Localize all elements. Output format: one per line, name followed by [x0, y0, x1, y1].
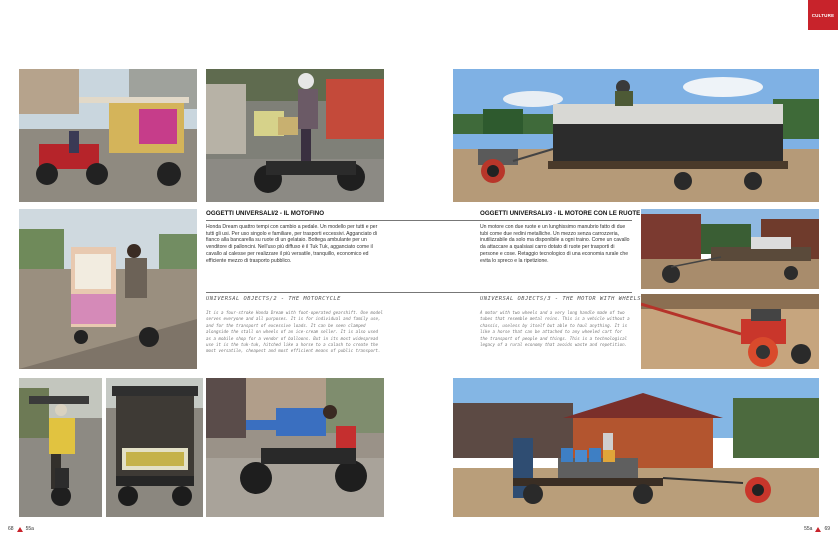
left-article-body-en: It is a four-stroke Honda Dream with foot-operated gearshift. One model serves everyone and all purposes. It is for individual and family use, and for the transport of excessive loads. It can be seen clamped alongside the stall on wheels of an ice-cream seller. It is also used as a mobile shop for a vendor of balloons. But in its most widespread use it is the tuk-tuk, hitched like a horse to a calash to create the most versatile, cheapest and most efficient means of public transport.: [206, 310, 383, 354]
left-article-body-it: Honda Dream quattro tempi con cambio a pedale. Un modello per tutti e per tutti gli usi. Per uso singolo e familiare, per trasporti eccessivi. Agganciato di fianco alla bancarella su ruote di un gelataio. Bottega ambulante per un venditore di palloncini. Nell'uso più diffuso è il Tuk Tuk, agganciato come il cavallo al calesse per realizzare il più versatile, tranquillo, economico ed efficiente mezzo di trasporto pubblico.: [206, 224, 378, 264]
right-article-rule-top: [400, 220, 632, 221]
photo-tractor-cart-village: [641, 209, 819, 289]
page-number-right: 69: [824, 526, 830, 532]
page-number-left: 68: [8, 526, 14, 532]
photo-moped-rider-shopping: [206, 69, 384, 202]
right-article-body-it: Un motore con due ruote e un lunghissimo manubrio fatto di due tubi come due redini metalliche. Un mezzo senza carrozzeria, inutilizzabile da solo ma disponibile a ogni traino. Come un cavallo da attaccare a qualsiasi carro dotato di ruote per trasporti di persone e cose. Retaggio tecnologico di una economia rurale che evita lo spreco e la ripetizione.: [480, 224, 630, 264]
photo-tractor-charcoal-load: [453, 69, 819, 202]
issue-number-left: 55a: [25, 526, 34, 532]
photo-market-tractor: [453, 378, 819, 517]
left-article-heading: OGGETTI UNIVERSALI/2 - IL MOTOFINO: [206, 210, 325, 217]
footer-left: [8, 526, 34, 532]
photo-tuk-tuk-driver: [19, 378, 102, 517]
photo-man-resting-on-motorbike: [206, 378, 384, 517]
right-article-heading: OGGETTI UNIVERSALI/3 - IL MOTORE CON LE RUOTE: [480, 210, 641, 217]
footer-right: [804, 526, 830, 532]
triangle-icon: [17, 527, 23, 532]
photo-tuk-tuk-rear: [106, 378, 203, 517]
right-article-rule-middle: [400, 292, 632, 293]
issue-number-right: 55a: [804, 526, 813, 532]
photo-tuk-tuk-street: [19, 69, 197, 202]
right-article-body-en: A motor with two wheels and a very long handle made of two tubes that resemble metal reins. This is a vehicle without a chassis, useless by itself but able to haul anything. It is like a horse that can be attached to any wheeled cart for the transport of people and things. This is a technological legacy of a rural economy that avoids waste and repetition.: [480, 310, 630, 348]
right-article-subheading: UNIVERSAL OBJECTS/3 - THE MOTOR WITH WHEELS: [480, 296, 642, 302]
photo-ice-cream-cart: [19, 209, 197, 369]
left-article-subheading: UNIVERSAL OBJECTS/2 - THE MOTORCYCLE: [206, 296, 341, 302]
triangle-icon: [815, 527, 821, 532]
section-tag: CULTURE: [808, 0, 838, 30]
photo-red-tractor-closeup: [641, 294, 819, 369]
